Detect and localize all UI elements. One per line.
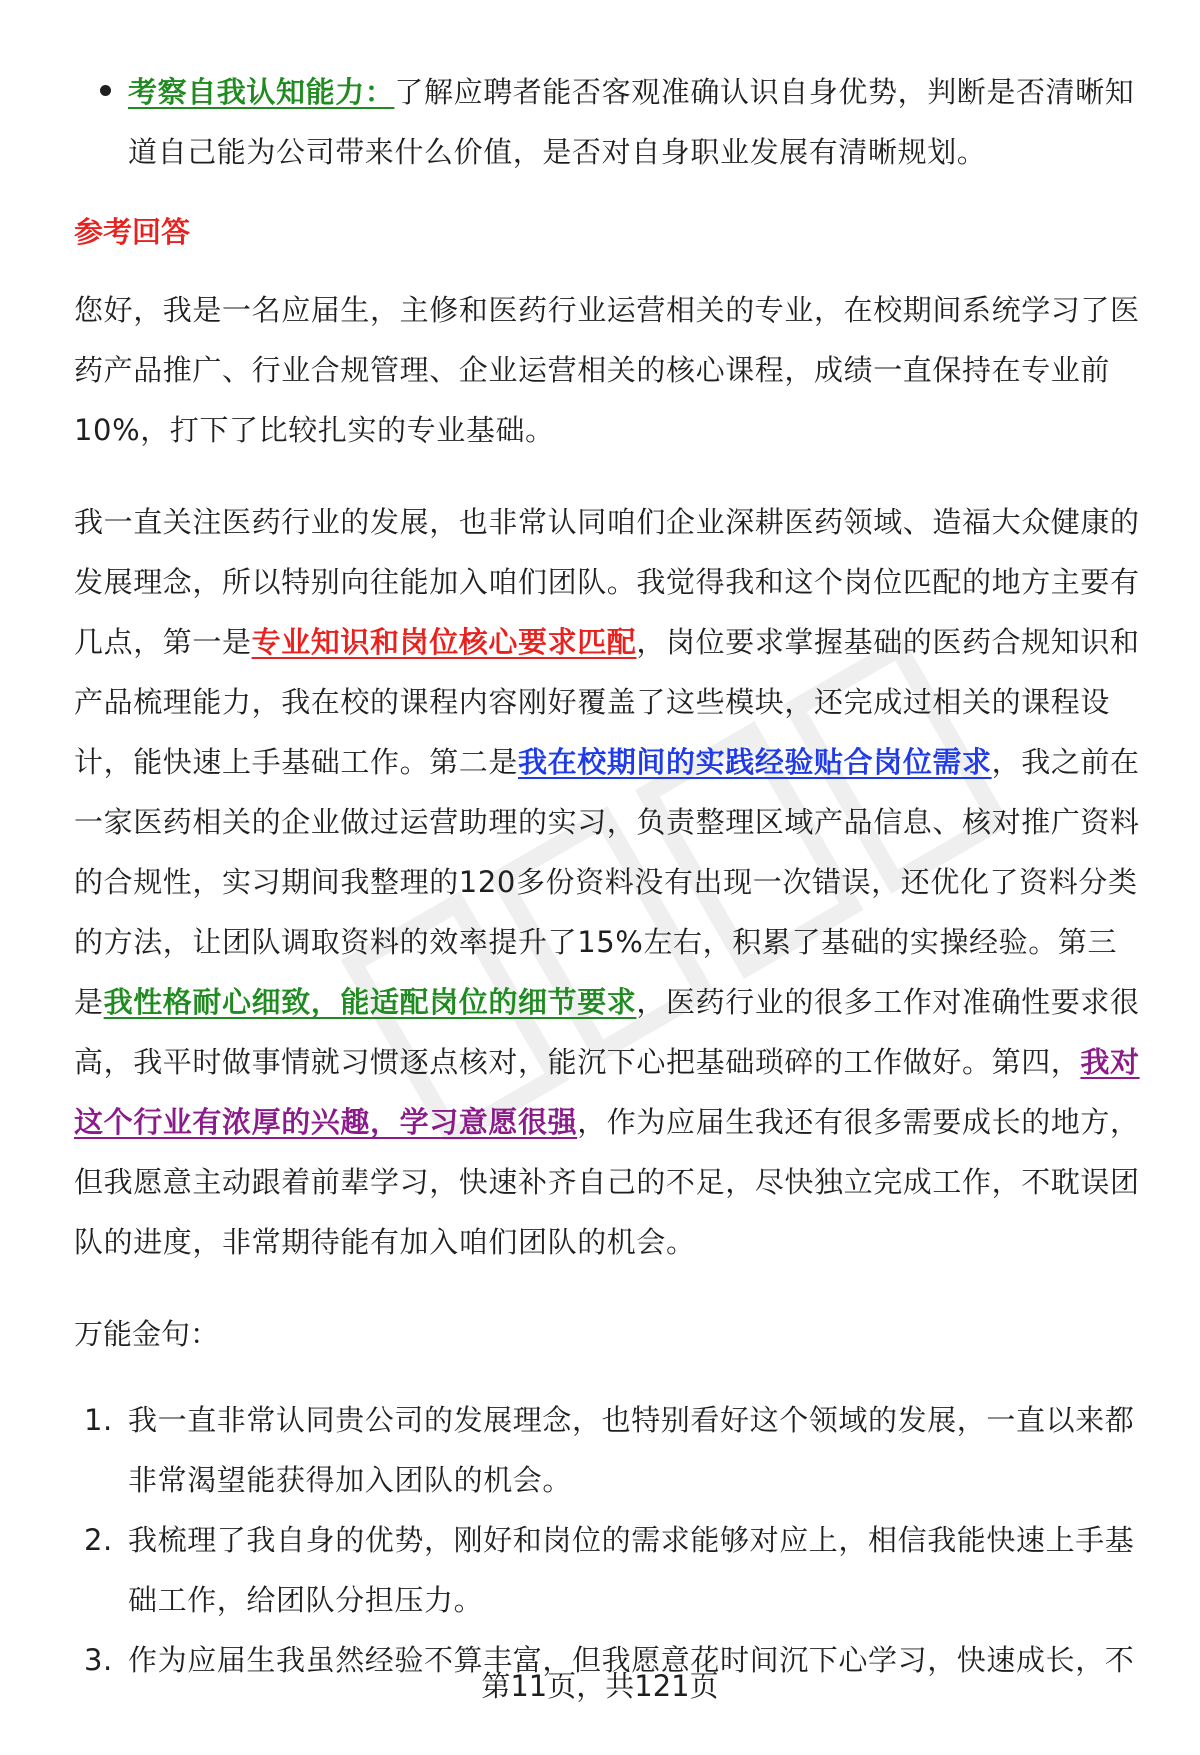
paragraph-text: ，我之前在一家医药相关的企业做过运营助理的实习，负责整理区域产品信息、核对推广资料的合规性，实习期间我整理的120多份资料没有出现一次错误，还优化了资料分类的方法，让团队调取资料的效率提升了15%左右，积累了基础的实操经验。第三是: [74, 745, 1140, 1019]
list-number: 3.: [84, 1643, 113, 1677]
highlight-point-2: 我在校期间的实践经验贴合岗位需求: [518, 745, 992, 779]
section-title: 参考回答: [74, 215, 191, 249]
golden-sentences-label: 万能金句：: [74, 1317, 220, 1351]
highlight-point-4: 我对这个行业有浓厚的兴趣，学习意愿很强: [74, 1045, 1140, 1139]
bullet-dot-icon: [100, 85, 111, 96]
page-content: [74, 62, 1146, 1690]
golden-sentences-list: [74, 1390, 1146, 1690]
answer-paragraph-2: [74, 492, 1146, 1272]
list-number: 1.: [84, 1403, 113, 1437]
bullet-body: 了解应聘者能否客观准确认识自身优势，判断是否清晰知道自己能为公司带来什么价值，是否对自身职业发展有清晰规划。: [128, 75, 1135, 169]
paragraph-text: ，岗位要求掌握基础的医药合规知识和产品梳理能力，我在校的课程内容刚好覆盖了这些模块，还完成过相关的课程设计，能快速上手基础工作。第二是: [74, 625, 1140, 779]
list-text: 我一直非常认同贵公司的发展理念，也特别看好这个领域的发展，一直以来都非常渴望能获得加入团队的机会。: [128, 1403, 1135, 1497]
paragraph-text: 我一直关注医药行业的发展，也非常认同咱们企业深耕医药领域、造福大众健康的发展理念，所以特别向往能加入咱们团队。我觉得我和这个岗位匹配的地方主要有几点，第一是: [74, 505, 1140, 659]
list-text: 作为应届生我虽然经验不算丰富，但我愿意花时间沉下心学习，快速成长，不: [128, 1643, 1135, 1677]
list-number: 2.: [84, 1523, 113, 1557]
bullet-label: 考察自我认知能力：: [128, 75, 395, 109]
highlight-point-1: 专业知识和岗位核心要求匹配: [251, 625, 637, 659]
bullet-item: [74, 62, 1146, 182]
list-text: 我梳理了我自身的优势，刚好和岗位的需求能够对应上，相信我能快速上手基础工作，给团队分担压力。: [128, 1523, 1135, 1617]
list-item: [74, 1390, 1146, 1510]
page-footer: 第11页，共121页: [481, 1669, 719, 1703]
highlight-point-3: 我性格耐心细致，能适配岗位的细节要求: [103, 985, 637, 1019]
paragraph-text: ，作为应届生我还有很多需要成长的地方，但我愿意主动跟着前辈学习，快速补齐自己的不足，尽快独立完成工作，不耽误团队的进度，非常期待能有加入咱们团队的机会。: [74, 1105, 1140, 1259]
paragraph-text: ，医药行业的很多工作对准确性要求很高，我平时做事情就习惯逐点核对，能沉下心把基础琐碎的工作做好。第四，: [74, 985, 1140, 1079]
list-item: [74, 1510, 1146, 1630]
bullet-text: [128, 62, 1146, 182]
answer-paragraph-1: 您好，我是一名应届生，主修和医药行业运营相关的专业，在校期间系统学习了医药产品推广、行业合规管理、企业运营相关的核心课程，成绩一直保持在专业前10%，打下了比较扎实的专业基础。: [74, 293, 1140, 447]
